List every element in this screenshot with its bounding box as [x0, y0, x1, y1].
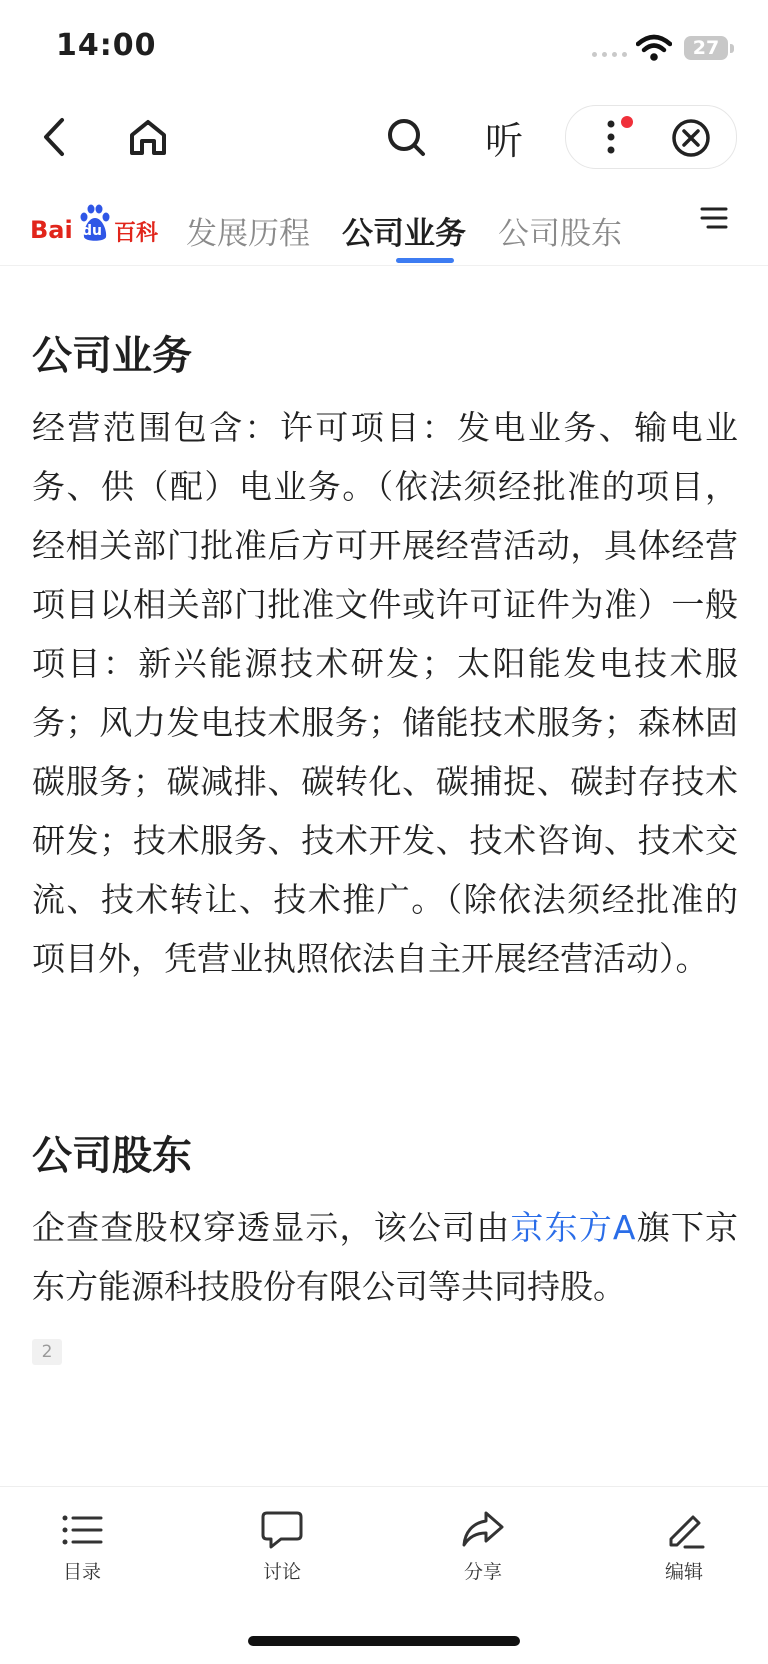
status-bar: [0, 0, 768, 95]
edit-button[interactable]: [624, 1507, 744, 1584]
more-vertical-icon: [606, 120, 616, 154]
notification-dot: [621, 116, 633, 128]
discuss-label: 讨论: [262, 1561, 301, 1583]
close-button[interactable]: [668, 115, 714, 161]
share-label: 分享: [463, 1561, 502, 1583]
menu-button[interactable]: [700, 204, 736, 240]
shareholders-text-before: 企查查股权穿透显示，该公司由: [32, 1208, 511, 1247]
home-button[interactable]: [122, 111, 174, 163]
home-indicator: [248, 1636, 520, 1646]
share-button[interactable]: [423, 1507, 543, 1584]
battery-cap: [730, 44, 734, 53]
business-scope-text: 经营范围包含：许可项目：发电业务、输电业务、供（配）电业务。（依法须经批准的项目，经相关部门批准后方可开展经营活动，具体经营项目以相关部门批准文件或许可证件为准）一般项目：新兴能源技术研发；太阳能发电技术服务；风力发电技术服务；储能技术服务；森林固碳服务；碳减排、碳转化、碳捕捉、碳封存技术研发；技术服务、技术开发、技术咨询、技术交流、技术转让、技术推广。（除依法须经批准的项目外，凭营业执照依法自主开展经营活动）。: [32, 408, 738, 978]
menu-icon: [700, 204, 728, 232]
logo-bai-text: Bai: [30, 216, 73, 244]
edit-label: 编辑: [664, 1561, 703, 1583]
shareholders-text-after: 旗下京东方能源科技股份有限公司等共同持股。: [32, 1208, 739, 1306]
wifi-icon: [636, 34, 672, 62]
toc-label: 目录: [62, 1561, 101, 1583]
discuss-button[interactable]: [222, 1507, 342, 1584]
shareholders-text: [32, 1198, 738, 1375]
nav-bar: [0, 95, 768, 180]
listen-button[interactable]: 听: [484, 118, 523, 163]
battery-icon: 27: [684, 36, 728, 60]
edit-icon: [661, 1507, 707, 1553]
home-icon: [128, 117, 168, 157]
logo-baike-text: 百科: [114, 221, 159, 246]
list-icon: [59, 1507, 105, 1553]
baidu-baike-logo[interactable]: [30, 202, 160, 248]
boe-a-link[interactable]: 京东方A: [510, 1208, 636, 1247]
tab-business[interactable]: 公司业务: [342, 216, 466, 252]
share-icon: [460, 1507, 506, 1553]
mini-program-capsule: [565, 105, 737, 169]
search-icon: [386, 117, 426, 157]
toc-button[interactable]: [22, 1507, 142, 1584]
chevron-left-icon: [36, 117, 72, 157]
comment-icon: [259, 1507, 305, 1553]
close-circle-icon: [671, 118, 711, 158]
tab-history[interactable]: 发展历程: [186, 216, 310, 252]
section-heading-business: 公司业务: [32, 333, 192, 379]
tab-shareholders[interactable]: 公司股东: [498, 216, 622, 252]
logo-du-text: du: [82, 223, 102, 239]
status-time: 14:00: [56, 28, 157, 63]
back-button[interactable]: [30, 113, 78, 161]
section-heading-shareholders: 公司股东: [32, 1133, 192, 1179]
reference-marker[interactable]: 2: [32, 1339, 62, 1365]
cellular-signal-icon: [592, 52, 627, 57]
active-tab-indicator: [396, 258, 454, 263]
tab-bar: [0, 180, 768, 266]
search-button[interactable]: [380, 111, 432, 163]
